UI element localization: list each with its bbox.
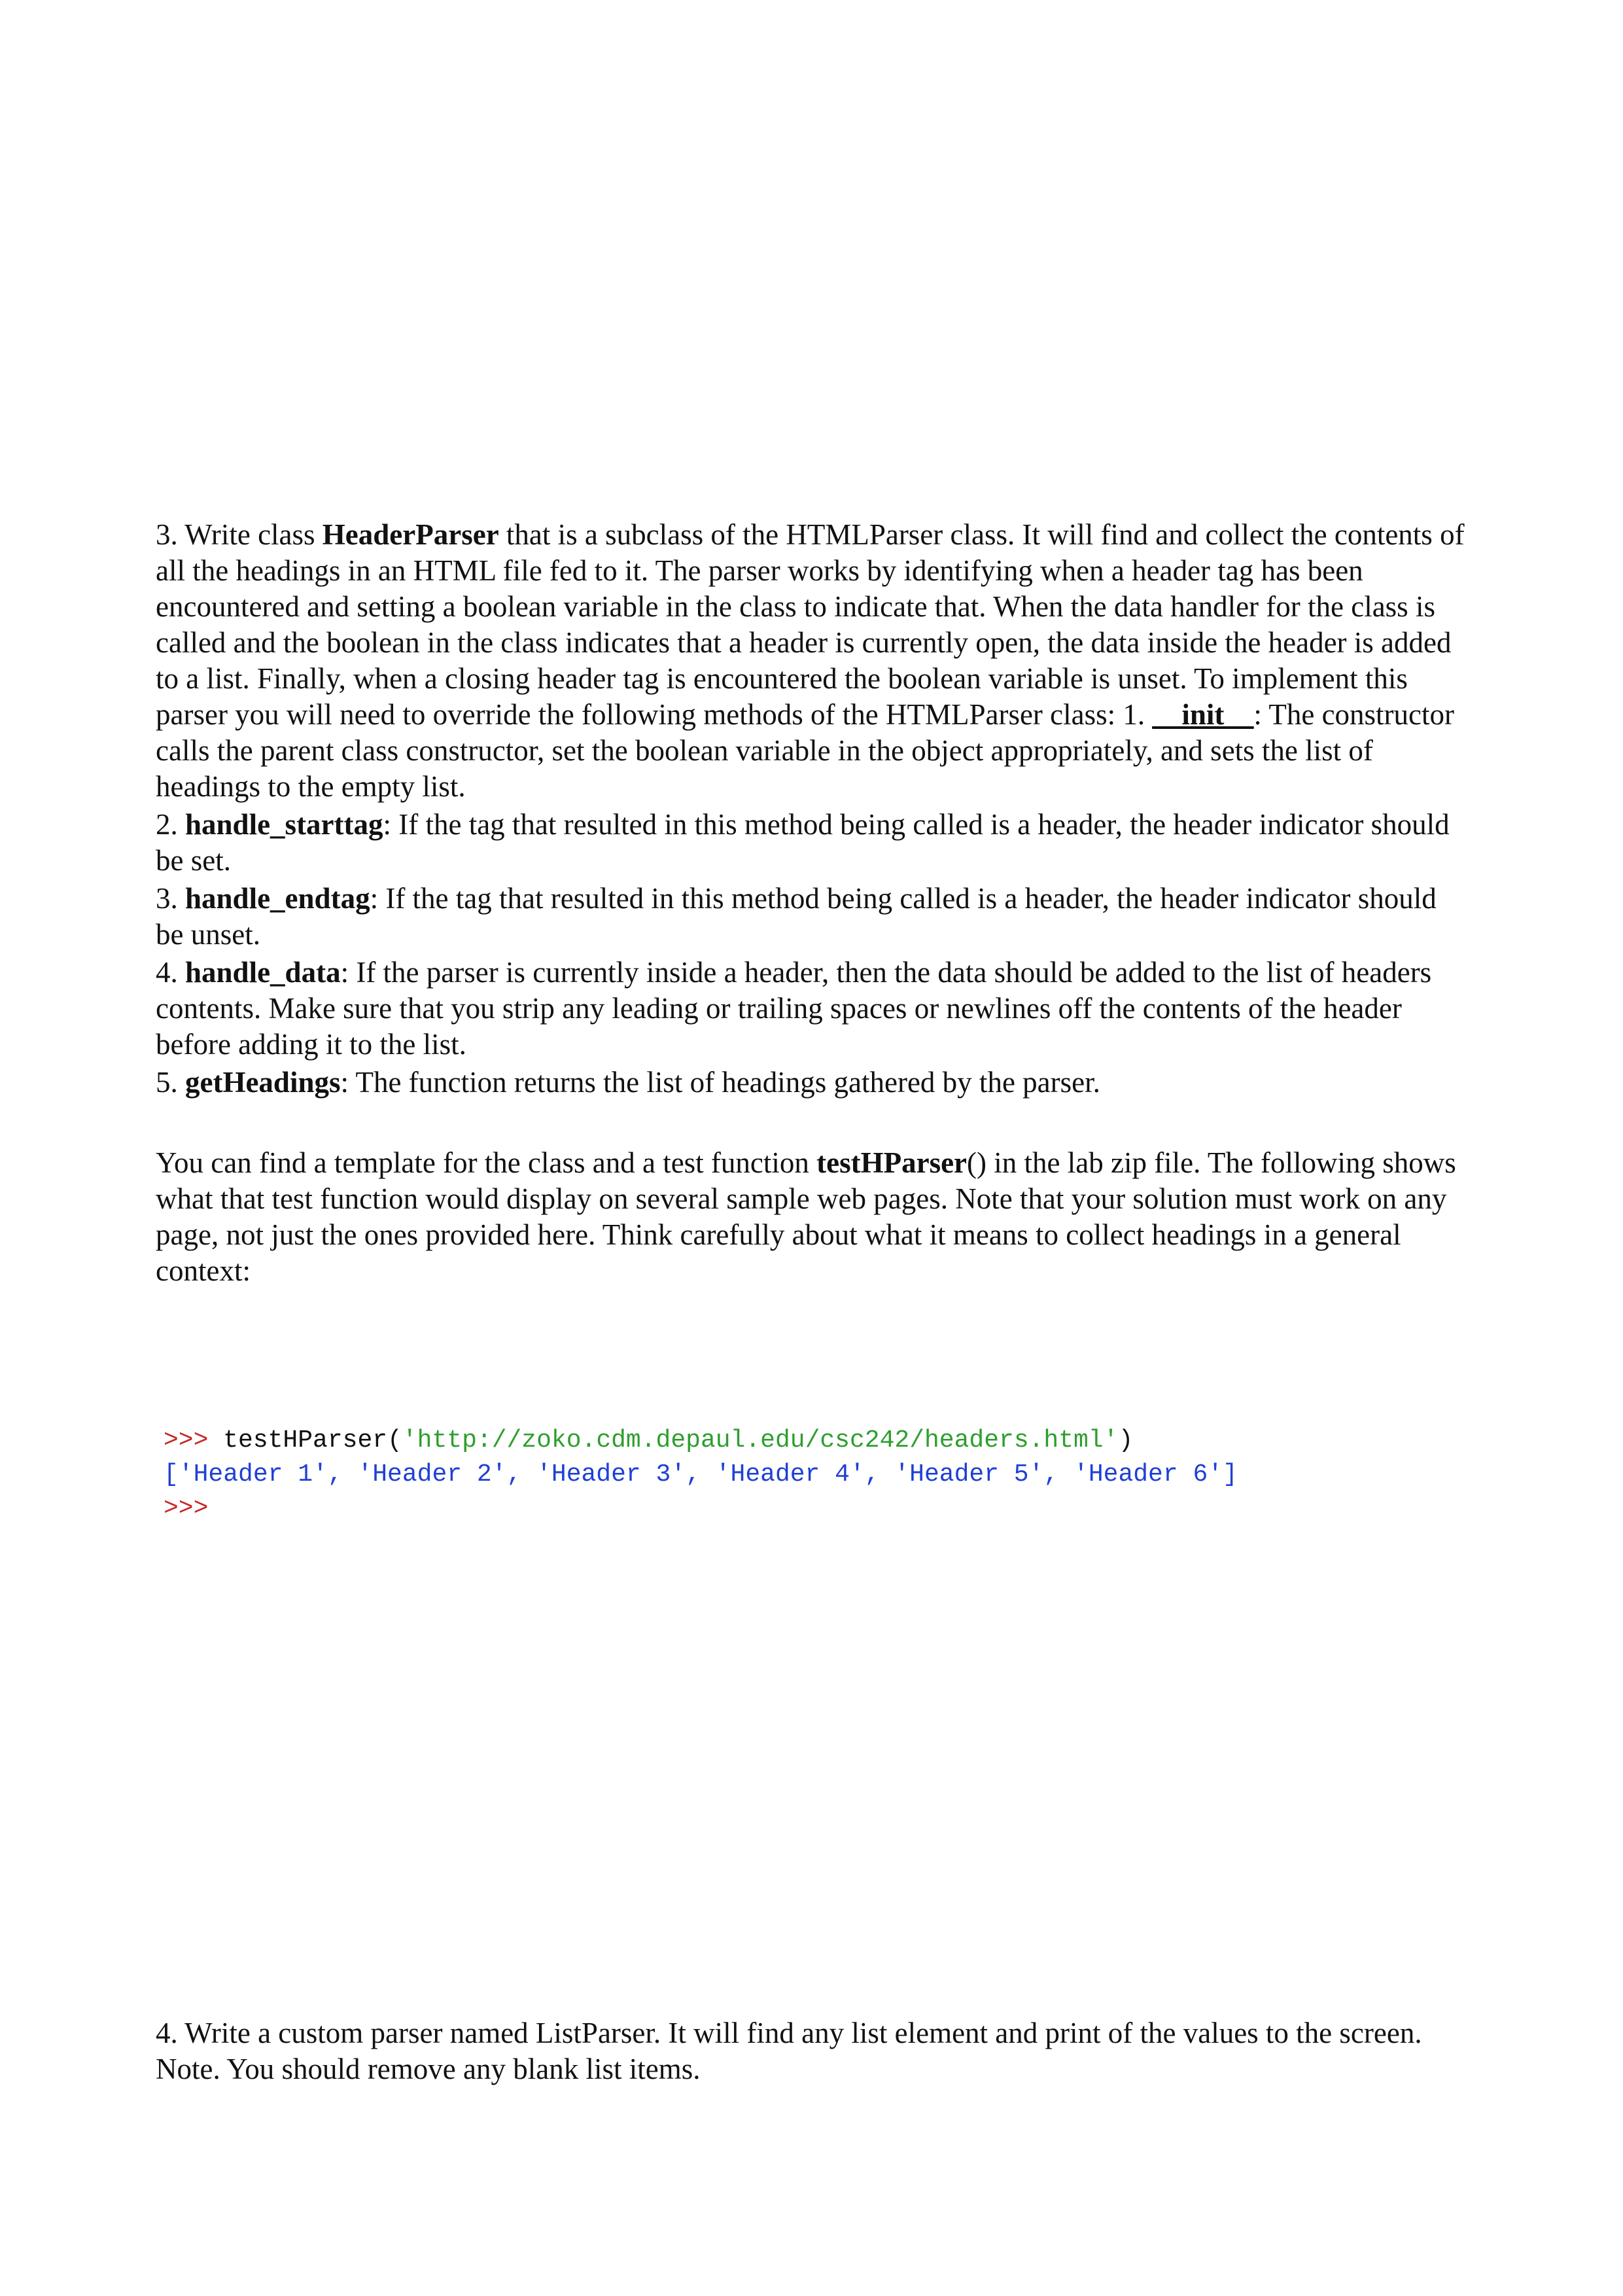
method-name: handle_starttag [185, 808, 383, 841]
method-item [156, 955, 1471, 1063]
test-function-name: testHParser [816, 1146, 968, 1179]
shell-prompt: >>> [164, 1426, 224, 1455]
section-4-block [156, 2015, 1471, 2087]
method-desc: : If the tag that resulted in this method being called is a header, the header indicator should be unset. [156, 882, 1437, 951]
method-number: 4. [156, 956, 185, 989]
section-4-text: 4. Write a custom parser named ListParser. It will find any list element and print of the values to the screen. Note. You should remove any blank list items. [156, 2017, 1422, 2085]
shell-call-arg: 'http://zoko.cdm.depaul.edu/csc242/headers.html' [402, 1426, 1119, 1455]
section-3-block [156, 517, 1471, 1101]
method-item [156, 881, 1471, 953]
shell-call-open: ( [387, 1426, 402, 1455]
template-prefix: You can find a template for the class and a test function [156, 1146, 817, 1179]
template-text [156, 1145, 1471, 1289]
init-method-desc: : The constructor calls the parent class constructor, set the boolean variable in the object appropriately, and sets the list of headings to the empty list. [156, 698, 1455, 803]
template-paragraph [156, 1145, 1471, 1289]
shell-final-prompt: >>> [164, 1494, 209, 1523]
method-name: handle_data [185, 956, 341, 989]
intro-prefix: 3. Write class [156, 518, 323, 551]
method-name: handle_endtag [185, 882, 370, 915]
shell-call-close: ) [1118, 1426, 1134, 1455]
method-number: 3. [156, 882, 185, 915]
python-shell-output [164, 1424, 1238, 1526]
method-desc: : If the tag that resulted in this method being called is a header, the header indicator should be set. [156, 808, 1450, 877]
method-item [156, 1065, 1471, 1101]
template-suffix: () in the lab zip file. The following shows what that test function would display on several sample web pages. Note that your solution must work on any page, not just the ones provided here. Think carefully about what it means to collect headings in a general context: [156, 1146, 1456, 1287]
shell-call-name: testHParser [223, 1426, 388, 1455]
intro-body: that is a subclass of the HTMLParser class. It will find and collect the contents of all the headings in an HTML file fed to it. The parser works by identifying when a header tag has been encountered and setting a boolean variable in the class to indicate that. When the data handler for the class is called and the boolean in the class indicates that a header is currently open, the data inside the header is added to a list. Finally, when a closing header tag is encountered the boolean variable is unset. To implement this parser you will need to override the following methods of the HTMLParser class: 1. [156, 518, 1465, 731]
section-3-intro [156, 517, 1471, 805]
method-number: 2. [156, 808, 185, 841]
method-number: 5. [156, 1066, 185, 1099]
method-name: getHeadings [185, 1066, 341, 1099]
method-desc: : If the parser is currently inside a header, then the data should be added to the list of headers contents. Make sure that you strip any leading or trailing spaces or newlines off the contents of the header before adding it to the list. [156, 956, 1432, 1061]
shell-output-list: ['Header 1', 'Header 2', 'Header 3', 'Header 4', 'Header 5', 'Header 6'] [164, 1460, 1238, 1489]
init-method-name: __init__ [1152, 698, 1254, 731]
method-item [156, 807, 1471, 879]
method-desc: : The function returns the list of headings gathered by the parser. [340, 1066, 1100, 1099]
class-name: HeaderParser [322, 518, 499, 551]
